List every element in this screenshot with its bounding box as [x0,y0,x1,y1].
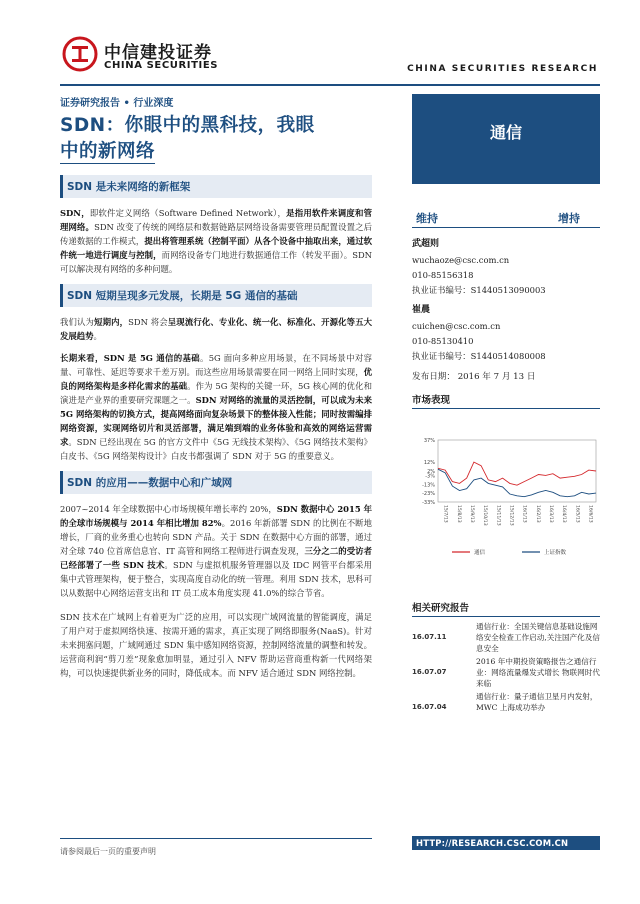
industry-label: 通信 [412,94,600,184]
x-tick-label: 16/3/13 [547,505,553,523]
paragraph-wan: SDN 技术在广域网上有着更为广泛的应用，可以实现广域网流量的智能调度，满足了用户对于虚拟网络快速、按需开通的需求，真正实现了网络即服务(NaaS)。针对未来拥塞问题，广域网通过 SDN 集中感知网络资源，控制网络流量的调整和转发。运营商利润“剪刀差”现象愈加明显，通过引入 NFV 帮助运营商重构新一代网络架构，可以快速提供新业务的同时，降低成本。而 NFV 适合通过 SDN 网络控制。 [60,612,372,678]
brand-name-en: CHINA SECURITIES [104,60,219,71]
paragraph-sdn-intro: SDN，即软件定义网络（Software Defined Network），是指用软件来调度和管理网络。SDN 改变了传统的网络层和数据链路层网络设备需要管理员配置设置之后传递数据的工作模式，提出将管理系统（控制平面）从各个设备中抽取出来，通过软件统一地进行调度与控制，而网络设备专门地进行数据通信工作（转发平面）。SDN 可以解决现有网络的多种问题。 [60,208,373,274]
related-item[interactable] [412,621,600,654]
related-research [412,600,600,713]
analyst-1-cert: 执业证书编号：S1440513090003 [412,285,546,295]
page-title [60,113,372,165]
rating-row [412,210,600,228]
header-research-title: CHINA SECURITIES RESEARCH [407,64,598,74]
x-tick-label: 16/4/13 [561,505,567,523]
related-item-date: 16.07.07 [412,668,447,676]
research-url-link[interactable]: HTTP://RESEARCH.CSC.COM.CN [412,836,600,850]
company-logo-icon [62,36,98,72]
footer-divider [60,838,372,839]
y-tick-label: -33% [422,500,435,506]
analyst-1-name: 武超则 [412,239,440,249]
y-tick-label: 12% [423,460,435,467]
x-tick-label: 15/12/13 [508,505,514,526]
analyst-2-phone: 010-85130410 [412,336,474,346]
x-tick-label: 15/7/13 [442,505,448,523]
related-item[interactable] [412,691,600,713]
analyst-2-name: 崔晨 [412,305,431,315]
y-tick-label: 37% [423,438,435,444]
section-heading-applications: SDN 的应用——数据中心和广域网 [60,471,372,494]
y-tick-label: -13% [422,482,435,489]
y-tick-label: -3% [425,473,435,480]
related-item-title[interactable]: 通信行业：量子通信卫星月内发射，MWC 上海成功举办 [476,692,598,712]
paragraph-long-term: 长期来看，SDN 是 5G 通信的基础。5G 面向多种应用场景，在不同场景中对容量、可靠性、延迟等要求千差万别。而这些应用场景需要在同一网络上同时实现，优良的网络架构是多样化需求的基础。作为 5G 架构的关键一环，5G 核心网的优化和演进是产业界的重要研究课题之一。SDN 对网络的流量的灵活控制，可以成为未来 5G 网络架构的切换方式，提高网络面向复杂场景下的整体接入性能；同时按需编排网络资源，实现网络切片和灵活部署，满足端到端的业务体验和高效的网络运营需求。SDN 已经出现在 5G 的官方文件中《5G 无线技术架构》、《5G 网络技术架构》白皮书、《5G 网络架构设计》白皮书都强调了 SDN 对于 5G 的重要意义。 [60,353,373,461]
market-performance-heading: 市场表现 [412,392,600,409]
section-heading-5g: SDN 短期呈现多元发展，长期是 5G 通信的基础 [60,284,372,307]
rating-current: 增持 [558,212,580,225]
x-tick-label: 16/6/13 [587,505,593,523]
x-tick-label: 15/8/13 [455,505,461,523]
publish-date: 发布日期： 2016 年 7 月 13 日 [412,372,536,382]
chart-svg [412,432,600,562]
x-tick-label: 16/1/13 [521,505,527,523]
x-tick-label: 16/2/13 [534,505,540,523]
footer-disclaimer: 请参阅最后一页的重要声明 [60,847,156,856]
x-tick-label: 15/10/13 [482,505,488,526]
section-heading-framework: SDN 是未来网络的新框架 [60,175,372,198]
report-type: 证券研究报告 • 行业深度 [60,98,174,109]
title-line-2: 中的新网络 [60,141,156,162]
chart-plot-area [438,440,596,502]
title-line-1: SDN：你眼中的黑科技，我眼 [60,115,315,136]
related-item-title[interactable]: 2016 年中期投资策略报告之通信行业：网络流量爆发式增长 物联网时代来临 [476,657,600,688]
x-tick-label: 16/5/13 [574,505,580,523]
legend-label: 上证指数 [544,550,567,556]
brand-name-cn: 中信建投证券 [104,43,212,63]
y-tick-label: -23% [422,491,435,498]
related-item[interactable] [412,656,600,689]
legend-label: 通信 [474,550,486,556]
related-research-heading: 相关研究报告 [412,600,600,617]
series-line-0 [438,462,596,485]
paragraph-data-center: 2007~2014 年全球数据中心市场规模年增长率约 20%，SDN 数据中心 2015 年的全球市场规模与 2014 年相比增加 82%。2016 年新部署 SDN 的比例在不断地增长，厂商的业务重心也转向 SDN 产品。关于 SDN 在数据中心方面的部署，通过对全球 740 位首席信息官、IT 高管和网络工程师进行调查发现，三分之二的受访者已经部署了一些 SDN 技术。SDN 与虚拟机服务管理器以及 IDC 网管平台都采用集中式管理架构，便于整合，实现高度自动化的统一管理。利用 SDN 技术，思科可以从数据中心网络运营支出和 IT 员工成本角度实现 41.0%的综合节省。 [60,504,373,598]
sidebar [412,94,600,409]
series-line-1 [438,469,596,497]
analyst-1-email: wuchaoze@csc.com.cn [412,255,510,265]
analyst-2-email: cuichen@csc.com.cn [412,321,501,331]
related-item-title[interactable]: 通信行业：全国关键信息基础设施网络安全检查工作启动,关注国产化及信息安全 [476,622,600,653]
rating-previous: 维持 [416,212,438,225]
analyst-1-phone: 010-85156318 [412,270,474,280]
market-performance-chart [412,432,600,562]
related-item-date: 16.07.11 [412,633,447,641]
y-tick-label: 2% [427,469,435,475]
header-divider [60,84,600,86]
x-tick-label: 15/11/13 [495,505,501,526]
paragraph-short-term: 我们认为短期内，SDN 将会呈现流行化、专业化、统一化、标准化、开源化等五大发展趋势。 [60,317,373,341]
main-content [60,94,372,680]
analyst-2-cert: 执业证书编号：S1440514080008 [412,351,546,361]
related-item-date: 16.07.04 [412,703,447,711]
x-tick-label: 15/9/13 [468,505,474,523]
